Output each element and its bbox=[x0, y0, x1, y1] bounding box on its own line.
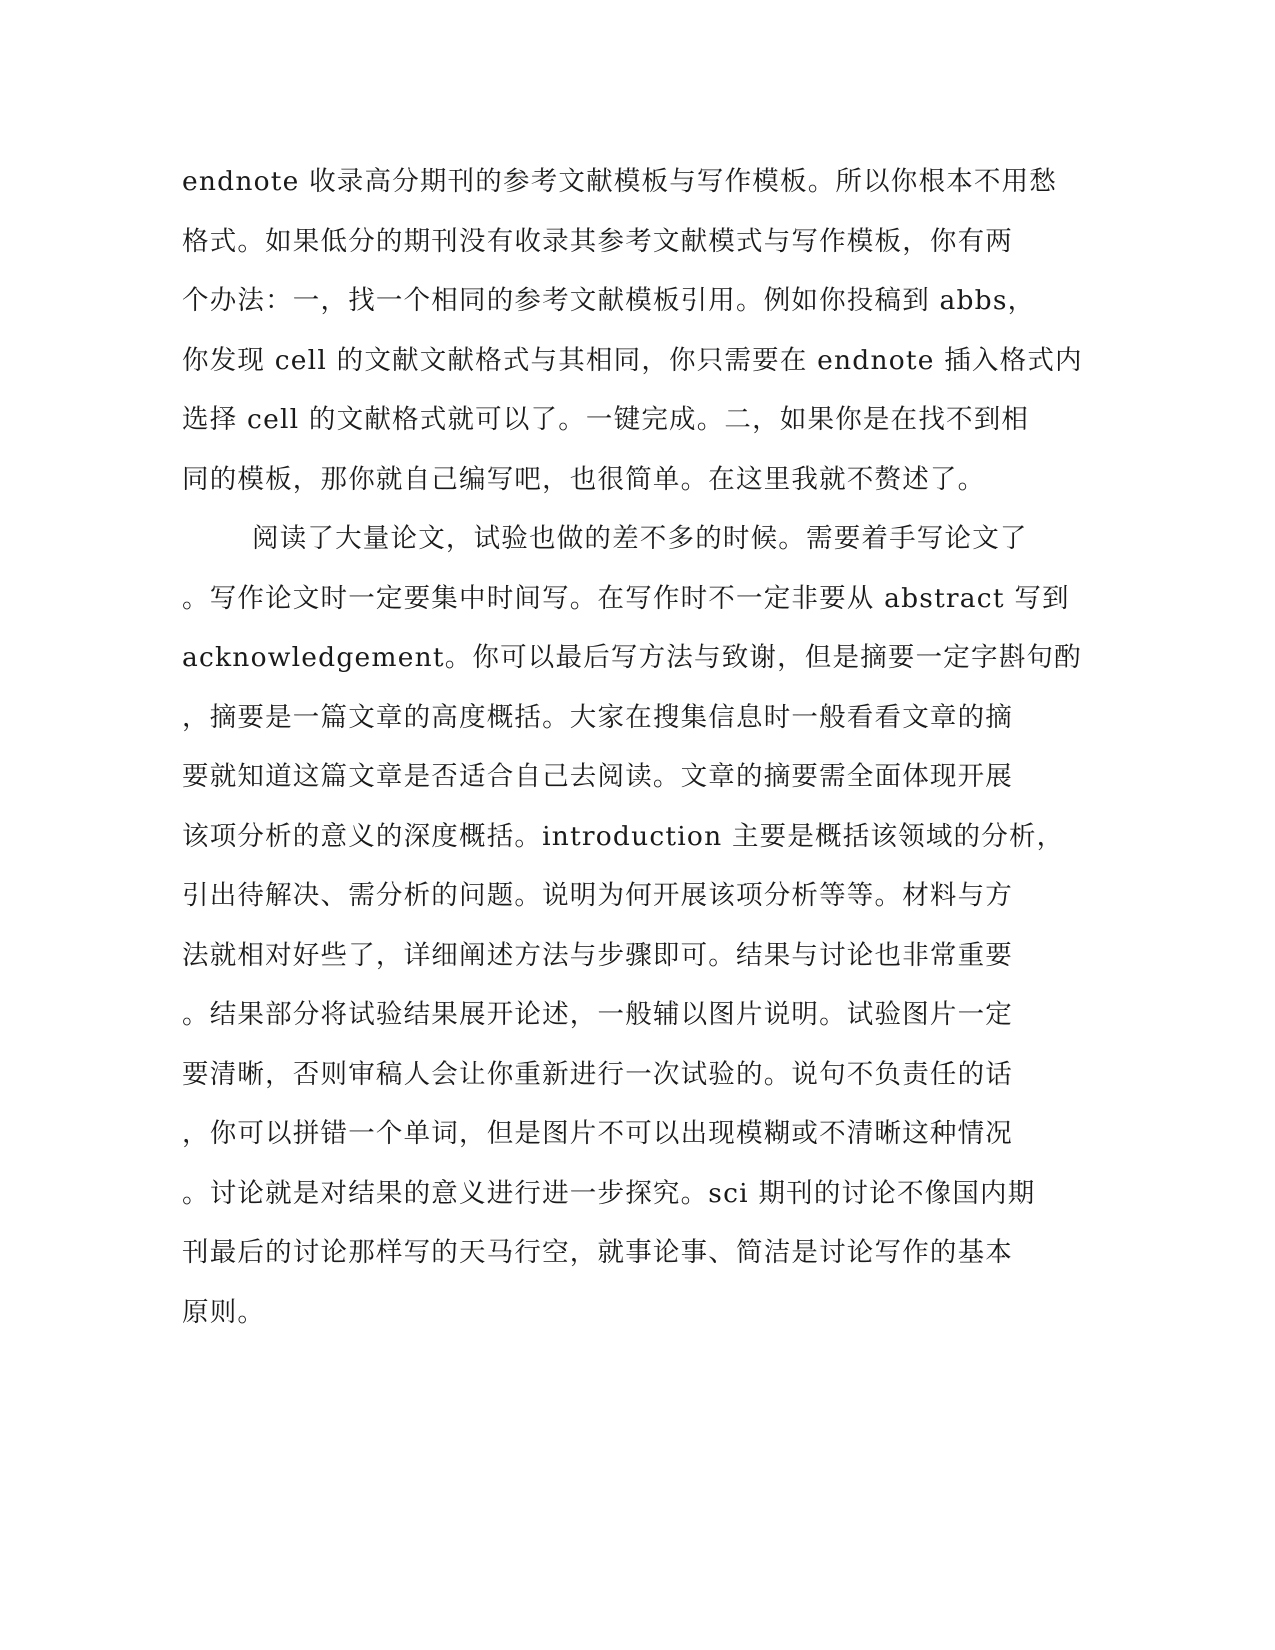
text-line: 。结果部分将试验结果展开论述，一般辅以图片说明。试验图片一定 bbox=[182, 999, 1013, 1030]
text-line: 要就知道这篇文章是否适合自己去阅读。文章的摘要需全面体现开展 bbox=[182, 761, 1013, 792]
text-line: 你发现 cell 的文献文献格式与其相同，你只需要在 endnote 插入格式内 bbox=[182, 344, 1083, 376]
text-line: acknowledgement。你可以最后写方法与致谢，但是摘要一定字斟句酌 bbox=[182, 642, 1082, 673]
text-line: ，摘要是一篇文章的高度概括。大家在搜集信息时一般看看文章的摘 bbox=[182, 701, 1013, 733]
text-line: 引出待解决、需分析的问题。说明为何开展该项分析等等。材料与方 bbox=[182, 880, 1013, 911]
text-line: 。写作论文时一定要集中时间写。在写作时不一定非要从 abstract 写到 bbox=[182, 582, 1070, 614]
text-line: 法就相对好些了，详细阐述方法与步骤即可。结果与讨论也非常重要 bbox=[182, 939, 1013, 971]
paragraph-first-line: 阅读了大量论文，试验也做的差不多的时候。需要着手写论文了 bbox=[252, 523, 1028, 554]
text-line: 要清晰，否则审稿人会让你重新进行一次试验的。说句不负责任的话 bbox=[182, 1058, 1013, 1090]
text-line: 刊最后的讨论那样写的天马行空，就事论事、简洁是讨论写作的基本 bbox=[182, 1237, 1013, 1268]
text-line: 格式。如果低分的期刊没有收录其参考文献模式与写作模板，你有两 bbox=[182, 225, 1013, 257]
text-line: 。讨论就是对结果的意义进行进一步探究。sci 期刊的讨论不像国内期 bbox=[182, 1177, 1036, 1209]
text-line: 选择 cell 的文献格式就可以了。一键完成。二，如果你是在找不到相 bbox=[182, 404, 1030, 435]
body-text bbox=[182, 162, 1083, 1352]
text-line: ，你可以拼错一个单词，但是图片不可以出现模糊或不清晰这种情况 bbox=[182, 1118, 1013, 1149]
text-line: endnote 收录高分期刊的参考文献模板与写作模板。所以你根本不用愁 bbox=[182, 166, 1057, 197]
text-line: 同的模板，那你就自己编写吧，也很简单。在这里我就不赘述了。 bbox=[182, 463, 986, 495]
text-line: 个办法：一，找一个相同的参考文献模板引用。例如你投稿到 abbs， bbox=[182, 285, 1036, 316]
text-line: 该项分析的意义的深度概括。introduction 主要是概括该领域的分析， bbox=[182, 820, 1065, 852]
text-line: 原则。 bbox=[182, 1296, 266, 1328]
